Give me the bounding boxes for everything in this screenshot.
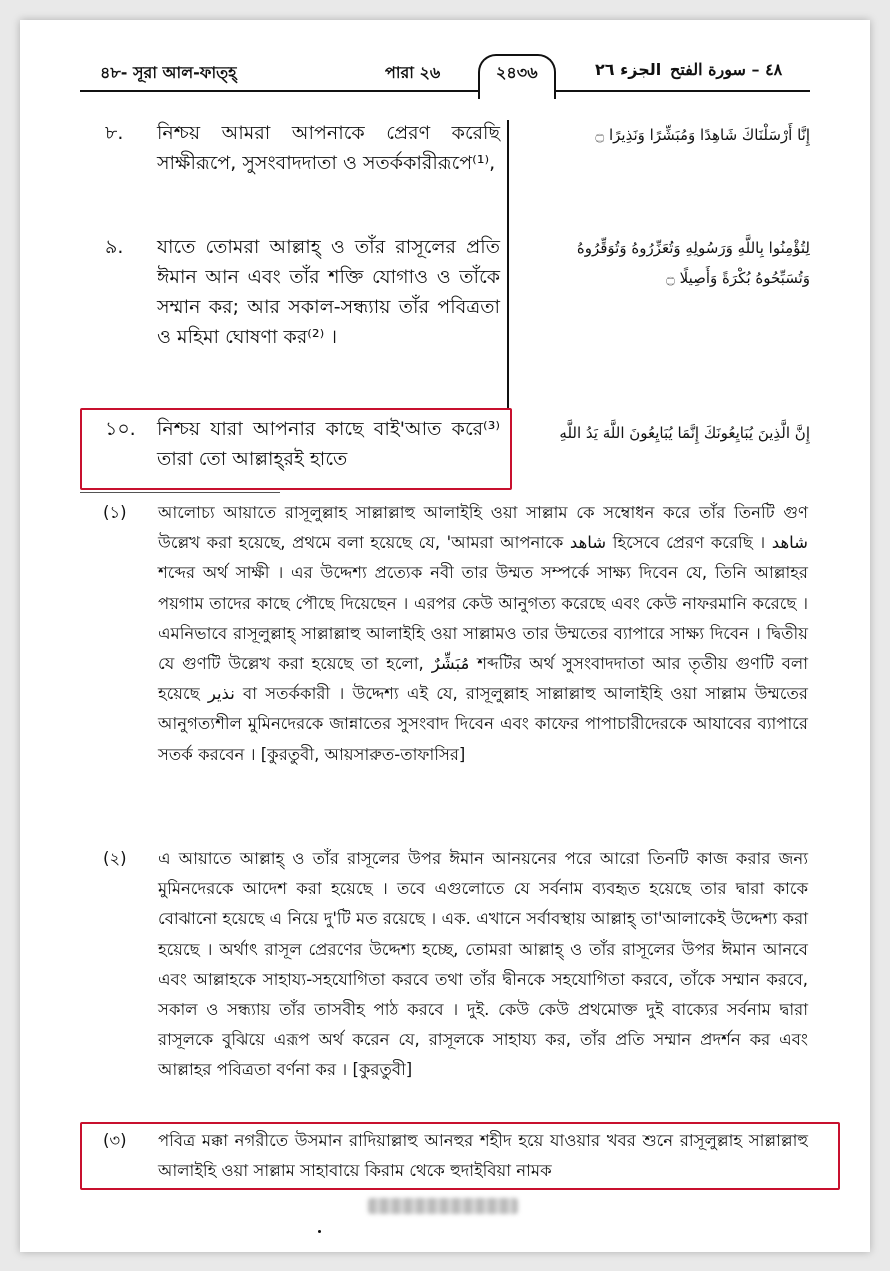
verse-arabic: إِنَّا أَرْسَلْنَاكَ شَاهِدًا وَمُبَشِّرًا وَنَذِيرًا ۝ bbox=[595, 126, 810, 144]
header-surah-bengali: ৪৮- সূরা আল-ফাত্‌হ্‌ bbox=[100, 63, 237, 82]
header-surah-arabic: ٤٨ – سورة الفتح bbox=[670, 60, 783, 79]
running-header bbox=[80, 50, 810, 92]
footnote-text: এ আয়াতে আল্লাহ্‌ ও তাঁর রাসূলের উপর ঈমান আনয়নের পরে আরো তিনটি কাজ করার জন্য মুমিনদেরকে আদেশ করা হয়েছে । তবে এগুলোতে যে সর্বনাম ব্যবহৃত হয়েছে তার দ্বারা কাকে বোঝানো হয়েছে এ নিয়ে দু'টি মত রয়েছে । এক. এখানে সর্বাবস্থায় আল্লাহ্‌ তা'আলাকেই উদ্দেশ্য করা হয়েছে । অর্থাৎ রাসূল প্রেরণের উদ্দেশ্য হচ্ছে, তোমরা আল্লাহ্‌ ও তাঁর রাসূলের উপর ঈমান আনবে এবং আল্লাহকে সাহায্য-সহযোগিতা করবে তথা তাঁর দ্বীনকে সহযোগিতা করবে, তাঁকে সম্মান করবে, সকাল ও সন্ধ্যায় তাঁর তাসবীহ পাঠ করবে । দুই. কেউ কেউ প্রথমোক্ত দুই বাক্যের সর্বনাম দ্বারা রাসূলকে বুঝিয়ে এরূপ অর্থ করেন যে, রাসূলকে সাহায্য কর, তাঁর প্রতি সম্মান প্রদর্শন কর এবং আল্লাহর পবিত্রতা বর্ণনা কর । [কুরতুবী] bbox=[158, 849, 808, 1080]
blurred-watermark bbox=[368, 1198, 518, 1214]
verse-text: যাতে তোমরা আল্লাহ্‌ ও তাঁর রাসূলের প্রতি ঈমান আন এবং তাঁর শক্তি যোগাও ও তাঁকে সম্মান কর; আর সকাল-সন্ধ্যায় তাঁর পবিত্রতা ও মহিমা ঘোষণা কর⁽²⁾ । bbox=[157, 236, 500, 348]
verse-translation bbox=[105, 232, 505, 402]
footnote-text: আলোচ্য আয়াতে রাসূলুল্লাহ সাল্লাল্লাহু আলাইহি ওয়া সাল্লাম কে সম্বোধন করে তাঁর তিনটি গুণ উল্লেখ করা হয়েছে, প্রথমে বলা হয়েছে যে, 'আমরা আপনাকে شاهد হিসেবে প্রেরণ করেছি । شاهد শব্দের অর্থ সাক্ষী । এর উদ্দেশ্য প্রত্যেক নবী তার উম্মত সম্পর্কে সাক্ষ্য দিবেন যে, তিনি আল্লাহর পয়গাম তাদের কাছে পৌছে দিয়েছেন । এরপর কেউ আনুগত্য করেছে এবং কেউ নাফরমানি করেছে । এমনিভাবে রাসূলুল্লাহ্‌ সাল্লাল্লাহু আলাইহি ওয়া সাল্লামও তার উম্মতের ব্যাপারে সাক্ষ্য দিবেন । দ্বিতীয় যে গুণটি উল্লেখ করা হয়েছে তা হলো, مُبَشِّرٌ শব্দটির অর্থ সুসংবাদদাতা আর তৃতীয় গুণটি বলা হয়েছে نذير বা সতর্ককারী । উদ্দেশ্য এই যে, রাসূলুল্লাহ সাল্লাল্লাহু আলাইহি ওয়া সাল্লাম উম্মতের আনুগত্যশীল মুমিনদেরকে জান্নাতের সুসংবাদ দিবেন এবং কাফের পাপাচারীদেরকে আযাবের ব্যাপারে সতর্ক করবেন । [কুরতুবী, আয়সারুত-তাফাসির] bbox=[158, 503, 809, 764]
column-divider bbox=[507, 120, 509, 410]
verse-text: নিশ্চয় যারা আপনার কাছে বাই'আত করে⁽³⁾ তারা তো আল্লাহ্‌রই হাতে bbox=[157, 418, 500, 470]
header-juz-arabic: الجزء ٢٦ bbox=[595, 60, 662, 79]
highlight-box bbox=[80, 1122, 840, 1190]
footnote-number: (২) bbox=[103, 849, 127, 868]
highlight-box bbox=[80, 408, 512, 490]
footnote-separator bbox=[80, 492, 280, 493]
footnote-number: (৩) bbox=[103, 1131, 127, 1150]
verse-number: ৯. bbox=[105, 236, 124, 258]
footnote-number: (১) bbox=[103, 503, 127, 522]
verse-arabic: إِنَّ الَّذِينَ يُبَايِعُونَكَ إِنَّمَا يُبَايِعُونَ اللَّهَ يَدُ اللَّهِ bbox=[559, 424, 810, 442]
verse-arabic-line: لِتُؤْمِنُوا بِاللَّهِ وَرَسُولِهِ وَتُعَزِّرُوهُ وَتُوَقِّرُوهُ bbox=[576, 239, 810, 257]
footnote bbox=[103, 498, 813, 838]
footnote-text: পবিত্র মক্কা নগরীতে উসমান রাদিয়াল্লাহু আনহুর শহীদ হয়ে যাওয়ার খবর শুনে রাসূলুল্লাহ সাল্লাল্লাহু আলাইহি ওয়া সাল্লাম সাহাবায়ে কিরাম থেকে হুদাইবিয়া নামক bbox=[158, 1131, 808, 1181]
verse-number: ৮. bbox=[105, 122, 124, 144]
verse-arabic-line: وَتُسَبِّحُوهُ بُكْرَةً وَأَصِيلًا ۝ bbox=[666, 269, 810, 287]
verse-text: নিশ্চয় আমরা আপনাকে প্রেরণ করেছি সাক্ষীরূপে, সুসংবাদদাতা ও সতর্ককারীরূপে⁽¹⁾, bbox=[157, 122, 500, 174]
verse-arabic bbox=[520, 233, 810, 293]
footnote bbox=[103, 844, 813, 1116]
page-number: ২৪৩৬ bbox=[478, 54, 556, 99]
verse-translation bbox=[105, 118, 505, 218]
page-dot bbox=[318, 1230, 321, 1233]
header-para: পারা ২৬ bbox=[385, 63, 441, 82]
verse-number: ১০. bbox=[105, 418, 136, 440]
